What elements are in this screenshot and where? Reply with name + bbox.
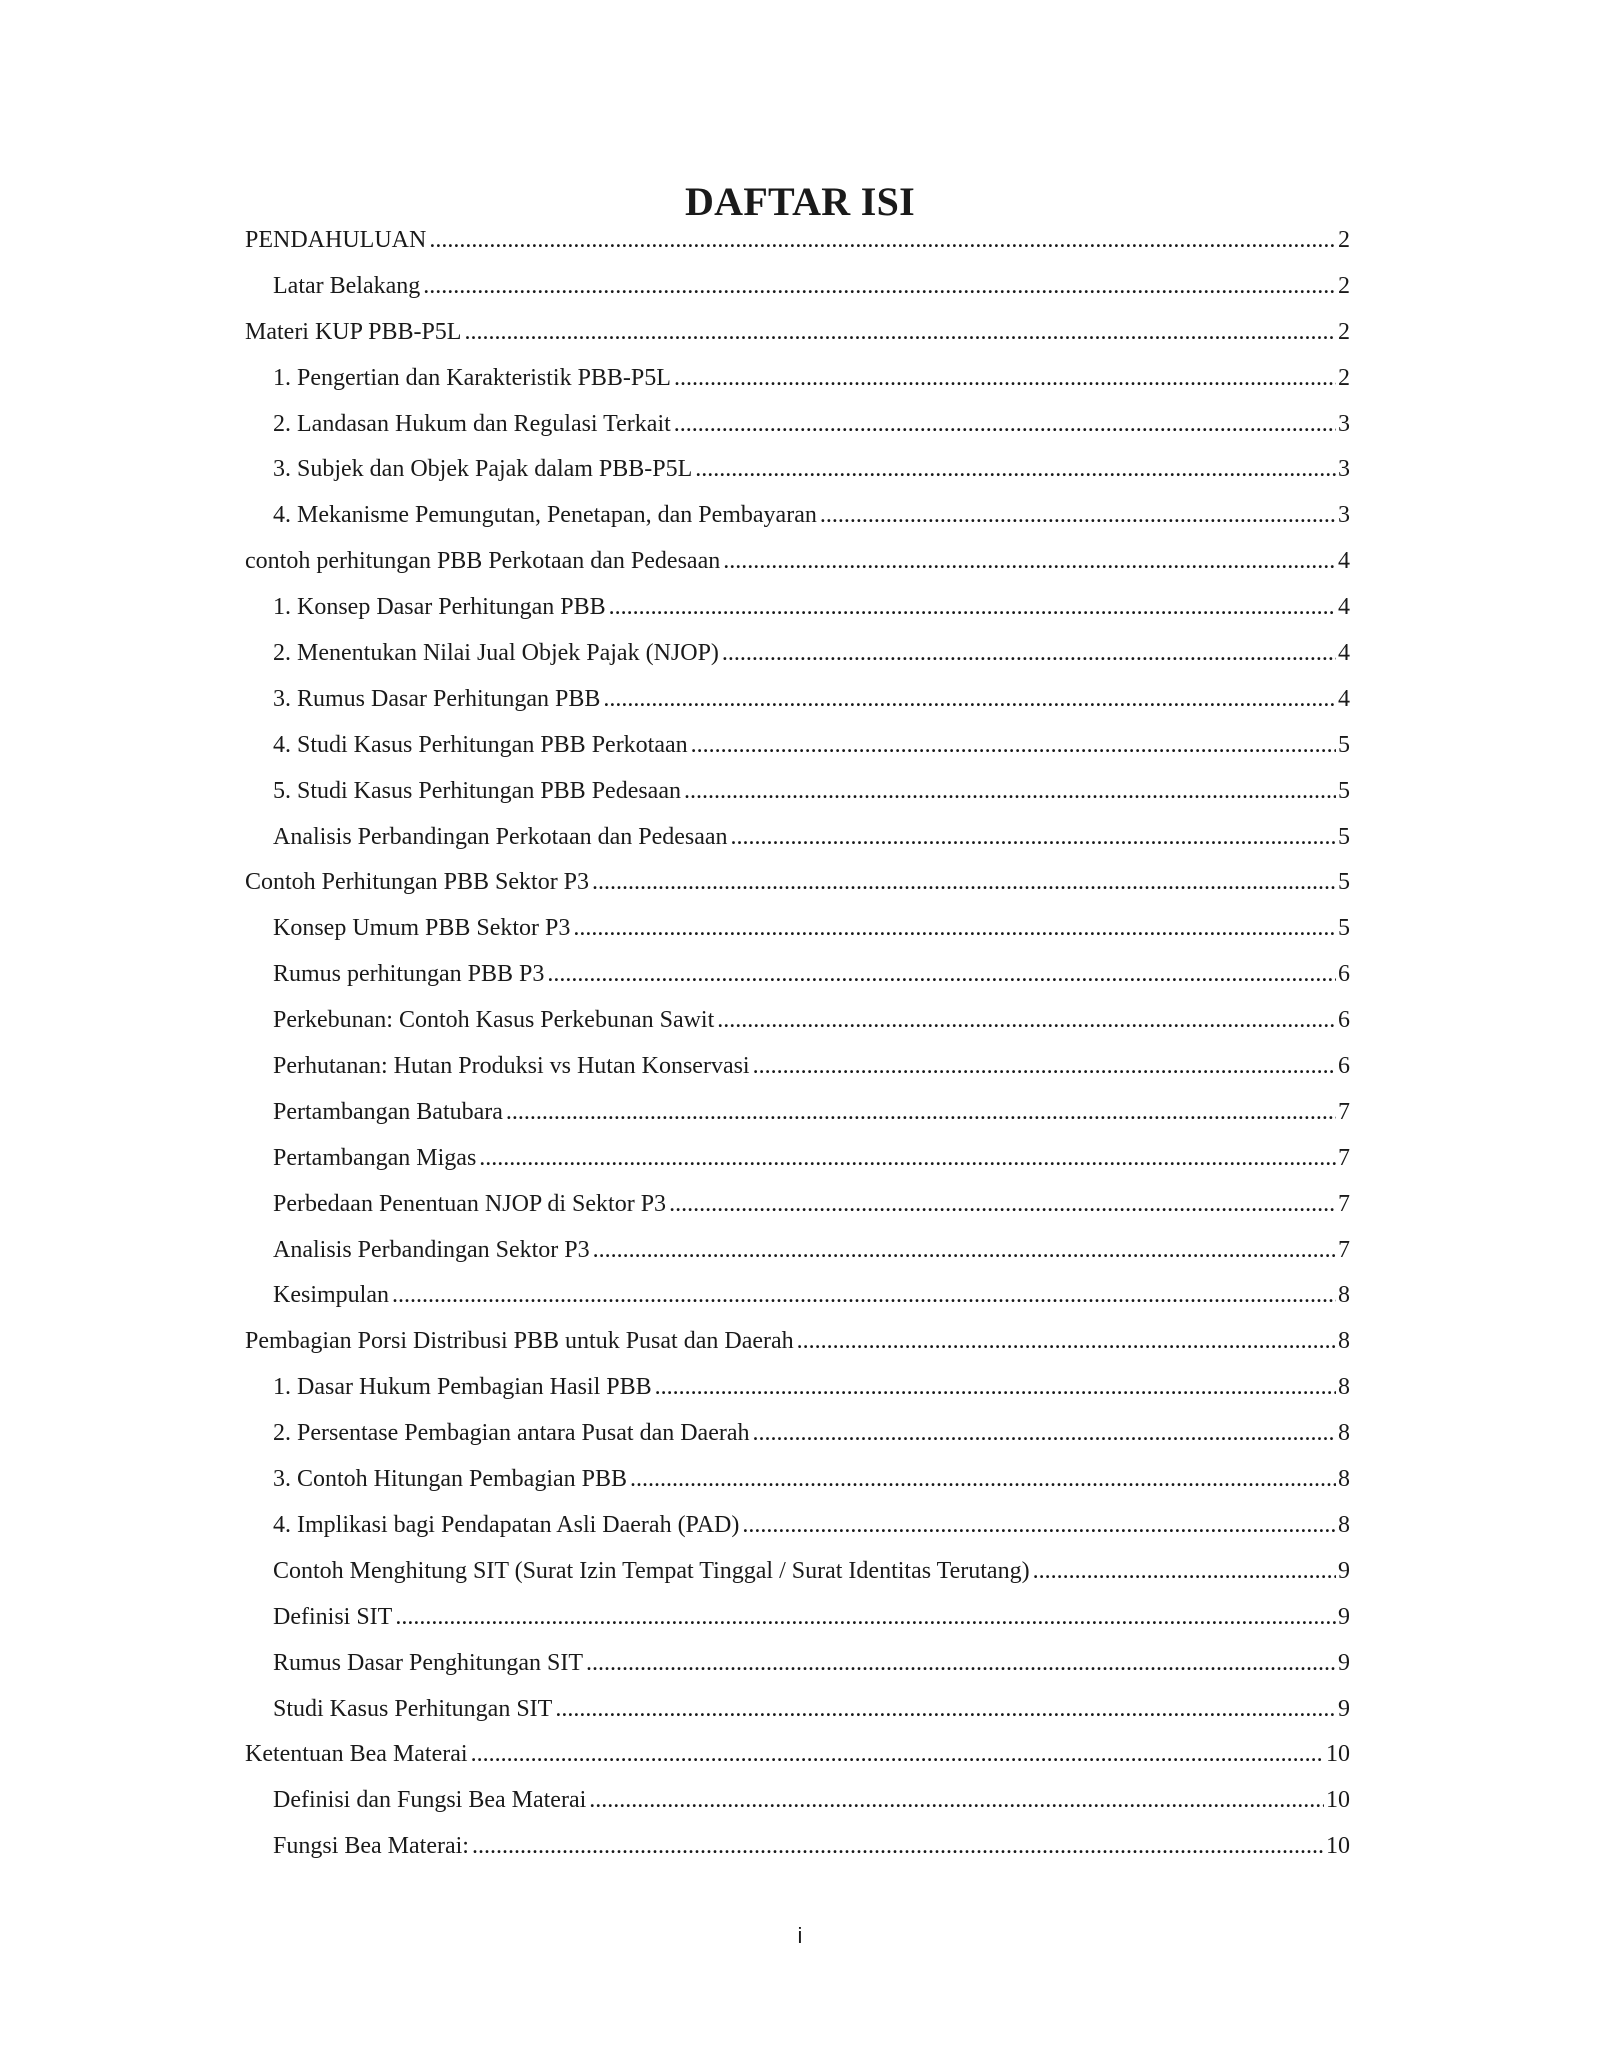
toc-entry-page-number: 10 xyxy=(1326,1833,1350,1860)
toc-entry-page-number: 5 xyxy=(1338,731,1350,758)
toc-entry[interactable] xyxy=(245,1418,1350,1464)
toc-entry-title: Analisis Perbandingan Sektor P3 xyxy=(273,1236,590,1263)
toc-entry[interactable] xyxy=(245,1372,1350,1418)
toc-dot-leader xyxy=(506,1097,1336,1127)
toc-entry[interactable] xyxy=(245,363,1350,409)
toc-entry[interactable] xyxy=(245,271,1350,317)
toc-entry-page-number: 2 xyxy=(1338,272,1350,299)
toc-entry[interactable] xyxy=(245,225,1350,271)
toc-entry-page-number: 3 xyxy=(1338,410,1350,437)
toc-entry-title: 2. Landasan Hukum dan Regulasi Terkait xyxy=(273,410,671,437)
toc-entry-title: 3. Rumus Dasar Perhitungan PBB xyxy=(273,685,601,712)
toc-entry[interactable] xyxy=(245,1235,1350,1281)
toc-entry-title: Fungsi Bea Materai: xyxy=(273,1833,469,1860)
toc-entry-title: Konsep Umum PBB Sektor P3 xyxy=(273,915,571,942)
toc-entry-title: 4. Implikasi bagi Pendapatan Asli Daerah (PAD) xyxy=(273,1511,740,1538)
toc-dot-leader xyxy=(669,1189,1336,1219)
toc-entry-title: Perkebunan: Contoh Kasus Perkebunan Sawit xyxy=(273,1007,715,1034)
toc-entry-title: 2. Menentukan Nilai Jual Objek Pajak (NJOP) xyxy=(273,640,719,667)
toc-entry-page-number: 8 xyxy=(1338,1374,1350,1401)
toc-entry-title: Kesimpulan xyxy=(273,1282,389,1309)
toc-dot-leader xyxy=(573,913,1336,943)
toc-entry-page-number: 4 xyxy=(1338,548,1350,575)
page-title: DAFTAR ISI xyxy=(684,179,916,224)
toc-entry[interactable] xyxy=(245,1280,1350,1326)
toc-entry[interactable] xyxy=(245,1051,1350,1097)
toc-dot-leader xyxy=(609,592,1336,622)
toc-entry[interactable] xyxy=(245,1831,1350,1877)
toc-dot-leader xyxy=(630,1464,1336,1494)
toc-dot-leader xyxy=(392,1280,1336,1310)
toc-entry[interactable] xyxy=(245,1739,1350,1785)
toc-entry-title: Pertambangan Batubara xyxy=(273,1098,503,1125)
toc-dot-leader xyxy=(593,1235,1336,1265)
toc-entry[interactable] xyxy=(245,1097,1350,1143)
toc-entry-title: 1. Konsep Dasar Perhitungan PBB xyxy=(273,594,606,621)
toc-entry-page-number: 6 xyxy=(1338,1007,1350,1034)
toc-dot-leader xyxy=(820,500,1336,530)
toc-entry-title: 4. Mekanisme Pemungutan, Penetapan, dan Pembayaran xyxy=(273,502,817,529)
toc-dot-leader xyxy=(586,1648,1336,1678)
toc-entry-page-number: 6 xyxy=(1338,1053,1350,1080)
toc-entry[interactable] xyxy=(245,317,1350,363)
toc-entry-title: 3. Contoh Hitungan Pembagian PBB xyxy=(273,1466,627,1493)
toc-dot-leader xyxy=(674,409,1336,439)
toc-entry-page-number: 4 xyxy=(1338,594,1350,621)
toc-entry-page-number: 5 xyxy=(1338,869,1350,896)
toc-entry[interactable] xyxy=(245,822,1350,868)
toc-entry[interactable] xyxy=(245,638,1350,684)
toc-entry-title: Definisi SIT xyxy=(273,1603,393,1630)
toc-entry-page-number: 3 xyxy=(1338,502,1350,529)
toc-entry-page-number: 9 xyxy=(1338,1649,1350,1676)
toc-entry-title: 4. Studi Kasus Perhitungan PBB Perkotaan xyxy=(273,731,688,758)
toc-entry[interactable] xyxy=(245,776,1350,822)
toc-entry[interactable] xyxy=(245,730,1350,776)
toc-entry-title: 3. Subjek dan Objek Pajak dalam PBB-P5L xyxy=(273,456,693,483)
toc-entry[interactable] xyxy=(245,592,1350,638)
toc-entry[interactable] xyxy=(245,913,1350,959)
toc-dot-leader xyxy=(797,1326,1336,1356)
toc-entry-page-number: 5 xyxy=(1338,823,1350,850)
toc-entry-page-number: 8 xyxy=(1338,1511,1350,1538)
toc-entry[interactable] xyxy=(245,1785,1350,1831)
toc-entry-title: Perbedaan Penentuan NJOP di Sektor P3 xyxy=(273,1190,667,1217)
toc-entry-page-number: 8 xyxy=(1338,1420,1350,1447)
toc-entry-title: Definisi dan Fungsi Bea Materai xyxy=(273,1787,587,1814)
toc-entry-title: 1. Pengertian dan Karakteristik PBB-P5L xyxy=(273,364,671,391)
toc-entry-title: 5. Studi Kasus Perhitungan PBB Pedesaan xyxy=(273,777,681,804)
toc-dot-leader xyxy=(464,317,1336,347)
toc-dot-leader xyxy=(731,822,1336,852)
toc-entry[interactable] xyxy=(245,1326,1350,1372)
toc-dot-leader xyxy=(395,1602,1336,1632)
toc-dot-leader xyxy=(742,1510,1336,1540)
toc-entry-page-number: 8 xyxy=(1338,1328,1350,1355)
toc-entry[interactable] xyxy=(245,454,1350,500)
toc-entry-page-number: 9 xyxy=(1338,1557,1350,1584)
toc-entry[interactable] xyxy=(245,684,1350,730)
toc-dot-leader xyxy=(753,1051,1336,1081)
toc-entry[interactable] xyxy=(245,959,1350,1005)
toc-entry-page-number: 9 xyxy=(1338,1695,1350,1722)
toc-entry-title: Perhutanan: Hutan Produksi vs Hutan Konservasi xyxy=(273,1053,750,1080)
toc-entry[interactable] xyxy=(245,867,1350,913)
toc-entry-title: Ketentuan Bea Materai xyxy=(245,1741,468,1768)
toc-entry-title: Rumus perhitungan PBB P3 xyxy=(273,961,545,988)
toc-dot-leader xyxy=(547,959,1336,989)
toc-dot-leader xyxy=(471,1739,1324,1769)
toc-entry-title: 1. Dasar Hukum Pembagian Hasil PBB xyxy=(273,1374,652,1401)
toc-entry[interactable] xyxy=(245,1510,1350,1556)
toc-entry-page-number: 4 xyxy=(1338,640,1350,667)
toc-entry-page-number: 6 xyxy=(1338,961,1350,988)
toc-entry[interactable] xyxy=(245,409,1350,455)
toc-entry-page-number: 7 xyxy=(1338,1144,1350,1171)
toc-dot-leader xyxy=(655,1372,1336,1402)
toc-dot-leader xyxy=(555,1694,1336,1724)
toc-entry-title: Contoh Menghitung SIT (Surat Izin Tempat Tinggal / Surat Identitas Terutang) xyxy=(273,1557,1030,1584)
toc-dot-leader xyxy=(479,1143,1336,1173)
toc-entry-page-number: 7 xyxy=(1338,1098,1350,1125)
toc-dot-leader xyxy=(753,1418,1337,1448)
toc-dot-leader xyxy=(722,638,1336,668)
toc-entry[interactable] xyxy=(245,1005,1350,1051)
toc-entry[interactable] xyxy=(245,1648,1350,1694)
toc-entry-page-number: 8 xyxy=(1338,1282,1350,1309)
toc-entry[interactable] xyxy=(245,1464,1350,1510)
toc-entry[interactable] xyxy=(245,546,1350,592)
toc-dot-leader xyxy=(429,225,1336,255)
page-number: i xyxy=(797,1923,803,1948)
toc-dot-leader xyxy=(589,1785,1324,1815)
toc-entry-page-number: 9 xyxy=(1338,1603,1350,1630)
toc-entry-title: Materi KUP PBB-P5L xyxy=(245,318,462,345)
toc-entry-page-number: 2 xyxy=(1338,227,1350,253)
toc-entry-page-number: 2 xyxy=(1338,318,1350,345)
toc-dot-leader xyxy=(603,684,1336,714)
toc-entry-page-number: 5 xyxy=(1338,777,1350,804)
toc-entry-title: Contoh Perhitungan PBB Sektor P3 xyxy=(245,869,590,896)
toc-entry-page-number: 4 xyxy=(1338,685,1350,712)
toc-entry-page-number: 5 xyxy=(1338,915,1350,942)
toc-entry-title: contoh perhitungan PBB Perkotaan dan Pedesaan xyxy=(245,548,721,575)
toc-entry-title: Pembagian Porsi Distribusi PBB untuk Pusat dan Daerah xyxy=(245,1328,794,1355)
toc-entry[interactable] xyxy=(245,500,1350,546)
toc-dot-leader xyxy=(674,363,1336,393)
toc-dot-leader xyxy=(723,546,1336,576)
toc-dot-leader xyxy=(695,454,1336,484)
toc-entry-page-number: 8 xyxy=(1338,1466,1350,1493)
toc-entry[interactable] xyxy=(245,1556,1350,1602)
toc-entry[interactable] xyxy=(245,1143,1350,1189)
toc-entry-page-number: 3 xyxy=(1338,456,1350,483)
toc-entry-title: Analisis Perbandingan Perkotaan dan Pedesaan xyxy=(273,823,728,850)
toc-entry-title: PENDAHULUAN xyxy=(245,227,427,253)
toc-entry-page-number: 10 xyxy=(1326,1787,1350,1814)
toc-dot-leader xyxy=(1033,1556,1336,1586)
toc-dot-leader xyxy=(472,1831,1324,1861)
toc-entry-title: Studi Kasus Perhitungan SIT xyxy=(273,1695,553,1722)
toc-entry-page-number: 7 xyxy=(1338,1190,1350,1217)
toc-dot-leader xyxy=(423,271,1336,301)
toc-entry-page-number: 2 xyxy=(1338,364,1350,391)
toc-entry[interactable] xyxy=(245,1602,1350,1648)
toc-entry[interactable] xyxy=(245,1694,1350,1740)
toc-dot-leader xyxy=(691,730,1336,760)
toc-entry[interactable] xyxy=(245,1189,1350,1235)
table-of-contents xyxy=(245,225,1350,1877)
toc-dot-leader xyxy=(717,1005,1336,1035)
toc-dot-leader xyxy=(684,776,1336,806)
toc-entry-title: Latar Belakang xyxy=(273,272,421,299)
toc-entry-page-number: 7 xyxy=(1338,1236,1350,1263)
toc-entry-page-number: 10 xyxy=(1326,1741,1350,1768)
toc-entry-title: Rumus Dasar Penghitungan SIT xyxy=(273,1649,583,1676)
toc-entry-title: 2. Persentase Pembagian antara Pusat dan Daerah xyxy=(273,1420,750,1447)
toc-dot-leader xyxy=(592,867,1336,897)
toc-entry-title: Pertambangan Migas xyxy=(273,1144,477,1171)
